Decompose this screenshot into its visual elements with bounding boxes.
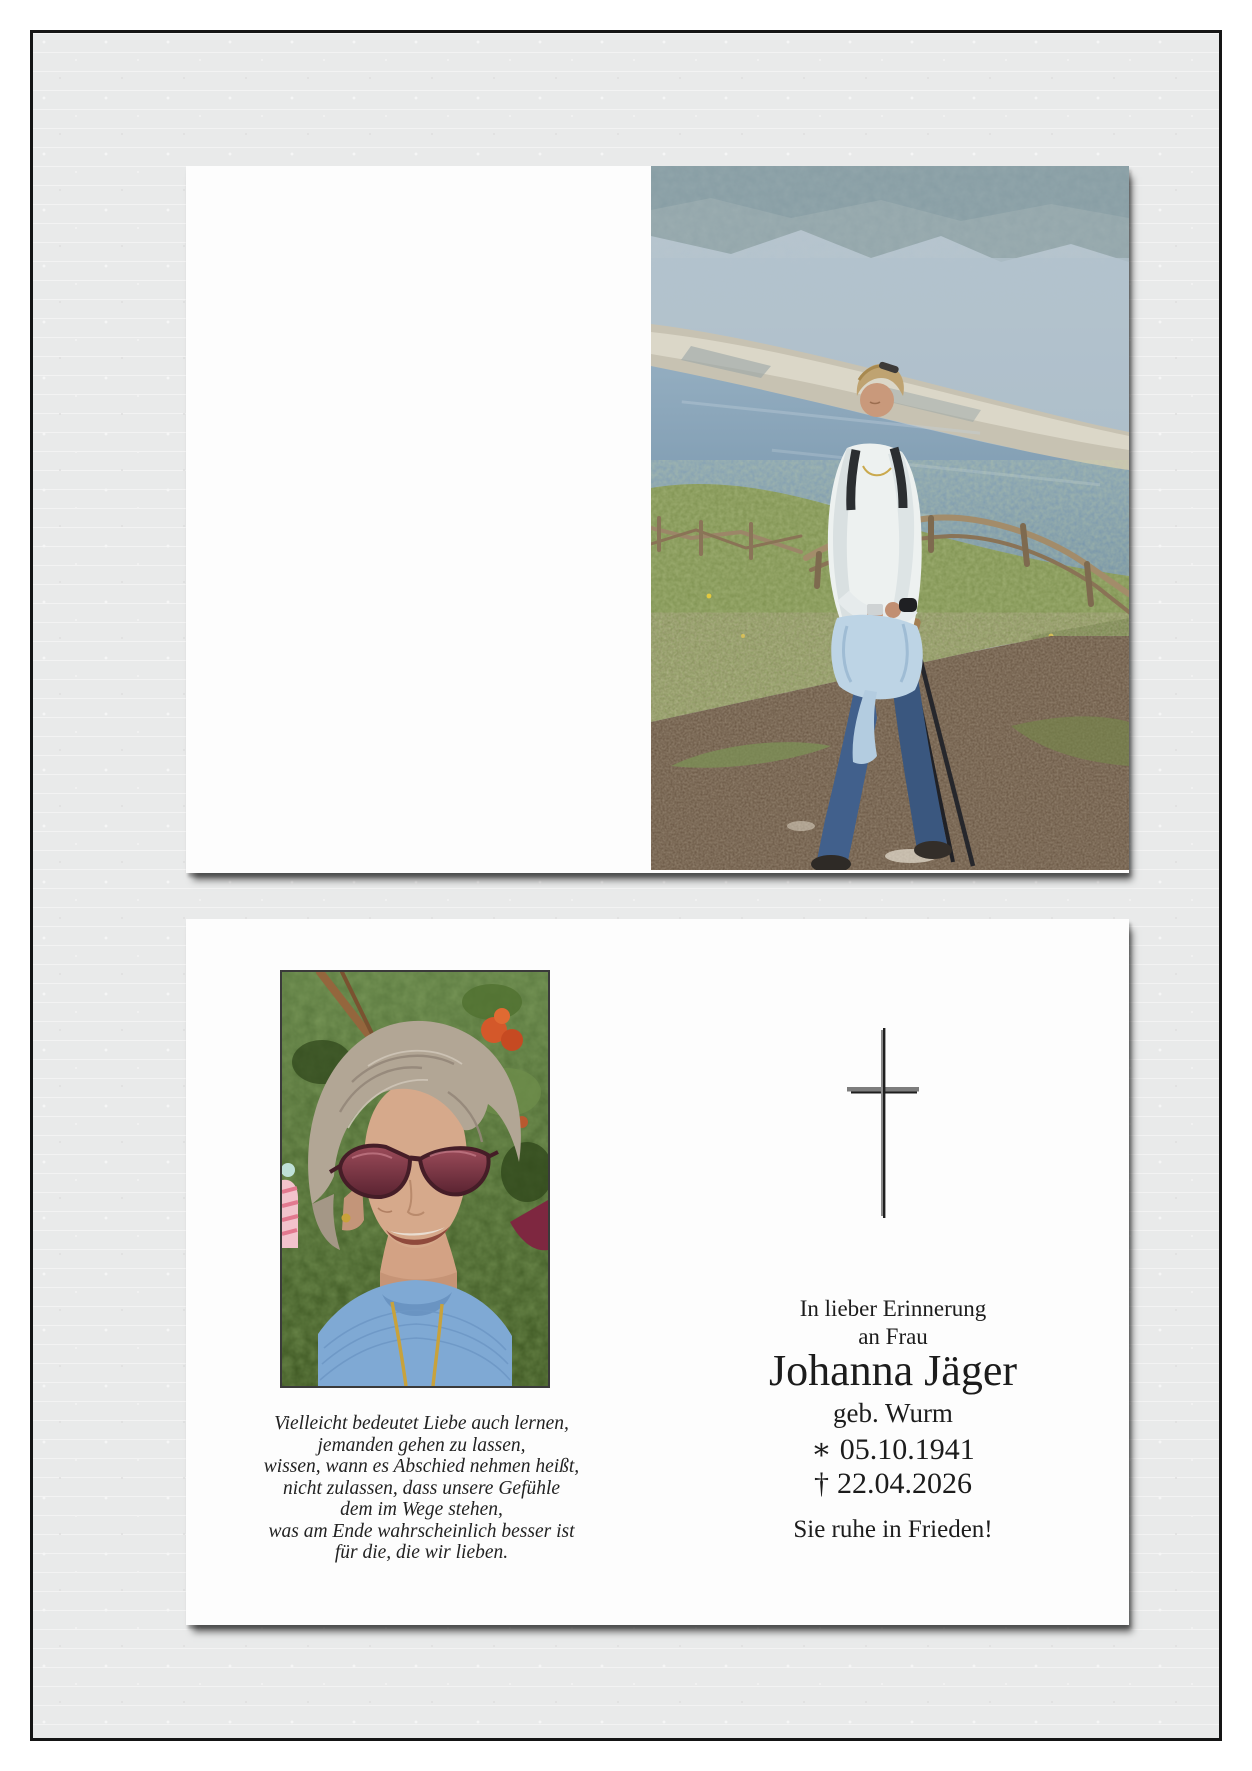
portrait-illustration bbox=[282, 972, 548, 1386]
hiking-photo bbox=[651, 166, 1129, 870]
poem-line: was am Ende wahrscheinlich besser ist bbox=[268, 1520, 575, 1542]
birth-date-line bbox=[657, 1433, 1129, 1467]
poem-line: jemanden gehen zu lassen, bbox=[317, 1434, 526, 1456]
memorial-intro-line2: an Frau bbox=[858, 1324, 928, 1349]
death-date: 22.04.2026 bbox=[837, 1467, 972, 1500]
closing-blessing: Sie ruhe in Frieden! bbox=[793, 1516, 993, 1543]
birth-star-icon: ∗ bbox=[811, 1433, 832, 1466]
maiden-name: geb. Wurm bbox=[833, 1398, 953, 1428]
card-inside bbox=[186, 919, 1129, 1625]
photo-mountains bbox=[651, 166, 1129, 328]
birth-date: 05.10.1941 bbox=[839, 1433, 975, 1466]
memorial-poem bbox=[186, 1413, 657, 1564]
poem-line: Vielleicht bedeutet Liebe auch lernen, bbox=[274, 1413, 569, 1434]
memorial-text-column bbox=[657, 919, 1129, 1625]
poem-line: dem im Wege stehen, bbox=[340, 1499, 503, 1520]
poem-line: wissen, wann es Abschied nehmen heißt, bbox=[263, 1456, 580, 1477]
portrait-photo bbox=[280, 970, 550, 1388]
patterned-background-frame bbox=[30, 30, 1222, 1741]
gold-earring bbox=[342, 1214, 351, 1223]
memorial-intro-line1: In lieber Erinnerung bbox=[799, 1296, 987, 1321]
hiking-photo-illustration bbox=[651, 166, 1129, 870]
poem-line: für die, die wir lieben. bbox=[334, 1542, 509, 1563]
memorial-cross-icon bbox=[845, 1028, 921, 1218]
poem-line: nicht zulassen, dass unsere Gefühle bbox=[282, 1477, 561, 1499]
deceased-name: Johanna Jäger bbox=[768, 1346, 1017, 1395]
death-date-line bbox=[657, 1467, 1129, 1501]
card-front-outside bbox=[186, 166, 1129, 873]
death-dagger-icon: † bbox=[814, 1467, 829, 1500]
